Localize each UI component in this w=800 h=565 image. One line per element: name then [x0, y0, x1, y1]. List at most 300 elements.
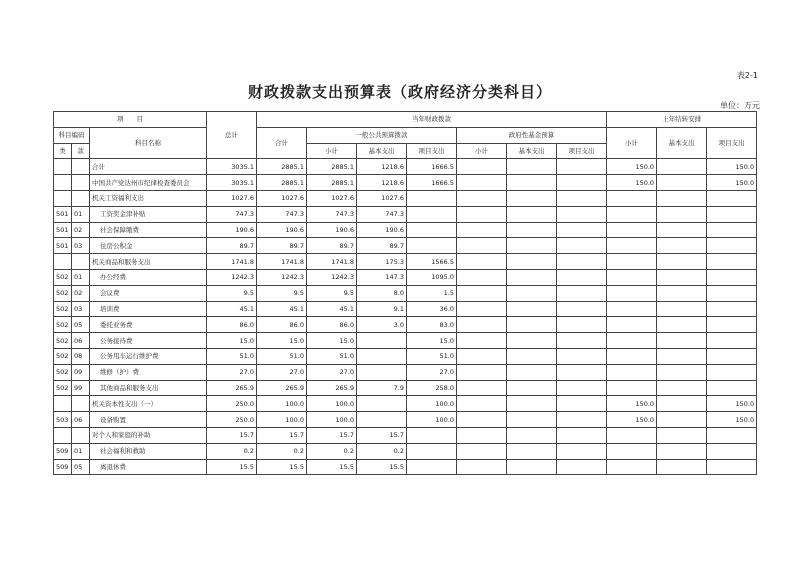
cell-f-basic — [507, 254, 557, 270]
cell-g-basic: 175.3 — [357, 254, 407, 270]
cell-f-sub — [457, 222, 507, 238]
cell-p-sub — [607, 317, 657, 333]
table-row — [54, 222, 757, 238]
cell-f-sub — [457, 427, 507, 443]
cell-lei — [54, 396, 72, 412]
cell-kuan: 06 — [72, 412, 90, 428]
table-row — [54, 190, 757, 206]
cell-g-sub: 1741.8 — [307, 254, 357, 270]
cell-g-proj: 15.0 — [407, 333, 457, 349]
cell-g-sub: 100.0 — [307, 396, 357, 412]
cell-name: 办公经费 — [90, 269, 207, 285]
cell-f-basic — [507, 301, 557, 317]
table-row — [54, 238, 757, 254]
cell-g-proj — [407, 443, 457, 459]
cell-total: 15.7 — [207, 427, 257, 443]
cell-g-basic: 1218.6 — [357, 175, 407, 191]
cell-f-sub — [457, 190, 507, 206]
cell-f-sub — [457, 317, 507, 333]
cell-p-proj — [707, 364, 757, 380]
cell-f-proj — [557, 254, 607, 270]
cell-lei — [54, 427, 72, 443]
cell-lei: 502 — [54, 301, 72, 317]
header-fund-sub: 小计 — [457, 143, 507, 159]
cell-f-sub — [457, 175, 507, 191]
cell-f-basic — [507, 317, 557, 333]
table-row — [54, 427, 757, 443]
cell-p-sub — [607, 285, 657, 301]
cell-kuan: 05 — [72, 459, 90, 475]
cell-p-sub — [607, 269, 657, 285]
cell-lei: 502 — [54, 285, 72, 301]
cell-name: 社会福利和救助 — [90, 443, 207, 459]
cell-lei — [54, 175, 72, 191]
cell-p-proj — [707, 222, 757, 238]
cell-f-sub — [457, 301, 507, 317]
cell-total: 747.3 — [207, 206, 257, 222]
cell-p-proj — [707, 206, 757, 222]
header-kuan: 款 — [72, 143, 90, 159]
cell-total: 3035.1 — [207, 175, 257, 191]
cell-g-sub: 86.0 — [307, 317, 357, 333]
cell-f-basic — [507, 269, 557, 285]
cell-f-sub — [457, 443, 507, 459]
cell-p-sub — [607, 333, 657, 349]
cell-g-basic: 8.0 — [357, 285, 407, 301]
cell-p-proj — [707, 254, 757, 270]
cell-lei: 502 — [54, 364, 72, 380]
cell-name: 培训费 — [90, 301, 207, 317]
table-row — [54, 317, 757, 333]
cell-heji: 2885.1 — [257, 159, 307, 175]
cell-total: 3035.1 — [207, 159, 257, 175]
budget-table — [53, 111, 757, 475]
cell-g-sub: 0.2 — [307, 443, 357, 459]
cell-kuan: 01 — [72, 206, 90, 222]
cell-g-basic — [357, 333, 407, 349]
cell-heji: 2885.1 — [257, 175, 307, 191]
cell-total: 9.5 — [207, 285, 257, 301]
cell-kuan — [72, 254, 90, 270]
cell-g-proj — [407, 222, 457, 238]
cell-p-basic — [657, 206, 707, 222]
header-item: 项 目 — [54, 112, 207, 128]
cell-p-proj — [707, 238, 757, 254]
cell-total: 0.2 — [207, 443, 257, 459]
table-body — [54, 159, 757, 475]
cell-p-proj: 150.0 — [707, 412, 757, 428]
cell-name: 机关资本性支出（一） — [90, 396, 207, 412]
cell-heji: 747.3 — [257, 206, 307, 222]
table-row — [54, 175, 757, 191]
cell-p-proj — [707, 333, 757, 349]
cell-heji: 1027.6 — [257, 190, 307, 206]
cell-p-proj: 150.0 — [707, 396, 757, 412]
cell-kuan — [72, 396, 90, 412]
cell-total: 86.0 — [207, 317, 257, 333]
table-code: 表2-1 — [736, 71, 758, 80]
cell-g-basic: 3.0 — [357, 317, 407, 333]
cell-g-proj: 1666.5 — [407, 159, 457, 175]
cell-lei: 501 — [54, 222, 72, 238]
cell-f-proj — [557, 459, 607, 475]
cell-g-proj: 1.5 — [407, 285, 457, 301]
header-current: 当年财政拨款 — [257, 112, 607, 128]
cell-name: 住房公积金 — [90, 238, 207, 254]
cell-total: 27.0 — [207, 364, 257, 380]
cell-f-basic — [507, 333, 557, 349]
cell-kuan: 09 — [72, 364, 90, 380]
cell-heji: 86.0 — [257, 317, 307, 333]
cell-kuan: 03 — [72, 301, 90, 317]
cell-g-proj: 258.0 — [407, 380, 457, 396]
cell-kuan: 06 — [72, 333, 90, 349]
cell-p-proj — [707, 380, 757, 396]
cell-f-proj — [557, 348, 607, 364]
cell-kuan: 01 — [72, 269, 90, 285]
cell-f-basic — [507, 459, 557, 475]
cell-heji: 0.2 — [257, 443, 307, 459]
cell-p-sub — [607, 443, 657, 459]
cell-g-proj — [407, 427, 457, 443]
cell-g-proj: 100.0 — [407, 412, 457, 428]
cell-lei: 502 — [54, 348, 72, 364]
cell-f-proj — [557, 269, 607, 285]
cell-p-basic — [657, 190, 707, 206]
cell-f-proj — [557, 396, 607, 412]
cell-p-basic — [657, 269, 707, 285]
cell-f-sub — [457, 412, 507, 428]
cell-f-basic — [507, 380, 557, 396]
cell-p-proj: 150.0 — [707, 175, 757, 191]
cell-heji: 9.5 — [257, 285, 307, 301]
cell-f-basic — [507, 348, 557, 364]
cell-total: 265.9 — [207, 380, 257, 396]
cell-p-sub: 150.0 — [607, 159, 657, 175]
cell-name: 机关工资福利支出 — [90, 190, 207, 206]
cell-heji: 45.1 — [257, 301, 307, 317]
cell-kuan: 02 — [72, 285, 90, 301]
cell-g-proj: 1566.5 — [407, 254, 457, 270]
cell-f-sub — [457, 159, 507, 175]
cell-lei: 501 — [54, 238, 72, 254]
cell-f-sub — [457, 254, 507, 270]
cell-g-basic — [357, 412, 407, 428]
cell-f-sub — [457, 238, 507, 254]
cell-f-proj — [557, 443, 607, 459]
table-row — [54, 348, 757, 364]
cell-f-basic — [507, 396, 557, 412]
cell-lei — [54, 254, 72, 270]
cell-f-basic — [507, 159, 557, 175]
cell-g-sub: 1242.3 — [307, 269, 357, 285]
cell-kuan — [72, 427, 90, 443]
cell-total: 15.5 — [207, 459, 257, 475]
header-prior-sub: 小计 — [607, 127, 657, 159]
cell-f-sub — [457, 206, 507, 222]
cell-g-sub: 2885.1 — [307, 159, 357, 175]
cell-g-proj: 51.0 — [407, 348, 457, 364]
cell-f-proj — [557, 412, 607, 428]
cell-g-basic — [357, 396, 407, 412]
cell-f-sub — [457, 396, 507, 412]
header-fund: 政府性基金预算 — [457, 127, 607, 143]
cell-g-sub: 100.0 — [307, 412, 357, 428]
cell-p-basic — [657, 396, 707, 412]
cell-g-basic: 89.7 — [357, 238, 407, 254]
cell-heji: 1741.8 — [257, 254, 307, 270]
cell-f-sub — [457, 364, 507, 380]
cell-kuan — [72, 175, 90, 191]
cell-name: 对个人和家庭的补助 — [90, 427, 207, 443]
cell-g-proj: 1666.5 — [407, 175, 457, 191]
header-heji: 合计 — [257, 127, 307, 159]
cell-total: 250.0 — [207, 396, 257, 412]
cell-f-proj — [557, 317, 607, 333]
cell-name: 公务接待费 — [90, 333, 207, 349]
cell-f-proj — [557, 364, 607, 380]
cell-lei: 502 — [54, 380, 72, 396]
cell-lei: 509 — [54, 459, 72, 475]
cell-g-proj — [407, 238, 457, 254]
cell-g-basic: 147.3 — [357, 269, 407, 285]
cell-f-proj — [557, 238, 607, 254]
cell-kuan — [72, 159, 90, 175]
cell-lei: 503 — [54, 412, 72, 428]
cell-heji: 15.5 — [257, 459, 307, 475]
cell-lei: 502 — [54, 333, 72, 349]
table-row — [54, 443, 757, 459]
cell-f-sub — [457, 348, 507, 364]
cell-g-sub: 747.3 — [307, 206, 357, 222]
cell-g-sub: 1027.6 — [307, 190, 357, 206]
cell-f-basic — [507, 364, 557, 380]
cell-p-basic — [657, 222, 707, 238]
cell-g-basic: 15.7 — [357, 427, 407, 443]
cell-total: 89.7 — [207, 238, 257, 254]
cell-f-basic — [507, 238, 557, 254]
cell-p-sub — [607, 348, 657, 364]
cell-f-sub — [457, 459, 507, 475]
cell-lei — [54, 159, 72, 175]
cell-g-basic: 15.5 — [357, 459, 407, 475]
cell-heji: 100.0 — [257, 396, 307, 412]
cell-f-proj — [557, 301, 607, 317]
cell-p-proj: 150.0 — [707, 159, 757, 175]
header-prior-proj: 项目支出 — [707, 127, 757, 159]
cell-p-sub — [607, 190, 657, 206]
cell-f-basic — [507, 222, 557, 238]
cell-g-proj: 1095.0 — [407, 269, 457, 285]
table-row — [54, 159, 757, 175]
cell-g-basic: 190.6 — [357, 222, 407, 238]
header-prior: 上年结转安排 — [607, 112, 757, 128]
table-row — [54, 333, 757, 349]
cell-g-sub: 15.0 — [307, 333, 357, 349]
cell-g-sub: 27.0 — [307, 364, 357, 380]
header-general-proj: 项目支出 — [407, 143, 457, 159]
cell-name: 合计 — [90, 159, 207, 175]
cell-heji: 15.7 — [257, 427, 307, 443]
cell-heji: 265.9 — [257, 380, 307, 396]
header-fund-proj: 项目支出 — [557, 143, 607, 159]
cell-f-basic — [507, 443, 557, 459]
cell-name: 机关商品和服务支出 — [90, 254, 207, 270]
cell-f-proj — [557, 380, 607, 396]
header-prior-basic: 基本支出 — [657, 127, 707, 159]
cell-p-sub — [607, 427, 657, 443]
cell-heji: 100.0 — [257, 412, 307, 428]
cell-g-basic: 7.9 — [357, 380, 407, 396]
cell-p-basic — [657, 380, 707, 396]
cell-g-basic: 0.2 — [357, 443, 407, 459]
header-subject-name: 科目名称 — [90, 127, 207, 159]
cell-p-sub: 150.0 — [607, 396, 657, 412]
cell-total: 250.0 — [207, 412, 257, 428]
cell-p-proj — [707, 317, 757, 333]
cell-kuan: 99 — [72, 380, 90, 396]
cell-g-proj: 100.0 — [407, 396, 457, 412]
cell-p-sub — [607, 364, 657, 380]
cell-f-proj — [557, 175, 607, 191]
page-title: 财政拨款支出预算表（政府经济分类科目） — [247, 83, 552, 101]
cell-f-proj — [557, 222, 607, 238]
cell-p-basic — [657, 412, 707, 428]
cell-heji: 15.0 — [257, 333, 307, 349]
cell-g-basic — [357, 364, 407, 380]
cell-g-proj — [407, 206, 457, 222]
table-row — [54, 459, 757, 475]
cell-p-sub — [607, 254, 657, 270]
cell-p-basic — [657, 175, 707, 191]
cell-g-sub: 51.0 — [307, 348, 357, 364]
cell-f-basic — [507, 175, 557, 191]
cell-f-proj — [557, 285, 607, 301]
table-row — [54, 301, 757, 317]
header-general: 一般公共预算拨款 — [307, 127, 457, 143]
header-lei: 类 — [54, 143, 72, 159]
cell-f-basic — [507, 190, 557, 206]
header-total: 总计 — [207, 112, 257, 159]
cell-total: 15.0 — [207, 333, 257, 349]
cell-lei: 501 — [54, 206, 72, 222]
cell-p-sub — [607, 459, 657, 475]
cell-p-basic — [657, 443, 707, 459]
cell-p-sub — [607, 301, 657, 317]
cell-p-proj — [707, 269, 757, 285]
cell-g-sub: 89.7 — [307, 238, 357, 254]
cell-p-proj — [707, 348, 757, 364]
cell-kuan: 03 — [72, 238, 90, 254]
cell-g-basic: 747.3 — [357, 206, 407, 222]
cell-name: 会议费 — [90, 285, 207, 301]
cell-g-proj: 27.0 — [407, 364, 457, 380]
cell-name: 委托业务费 — [90, 317, 207, 333]
cell-p-basic — [657, 427, 707, 443]
cell-total: 1027.6 — [207, 190, 257, 206]
table-row — [54, 206, 757, 222]
cell-g-sub: 265.9 — [307, 380, 357, 396]
cell-heji: 1242.3 — [257, 269, 307, 285]
cell-p-proj — [707, 443, 757, 459]
cell-total: 190.6 — [207, 222, 257, 238]
table-row — [54, 380, 757, 396]
cell-p-sub — [607, 238, 657, 254]
cell-name: 工资奖金津补贴 — [90, 206, 207, 222]
cell-heji: 190.6 — [257, 222, 307, 238]
cell-g-sub: 15.5 — [307, 459, 357, 475]
cell-g-basic — [357, 348, 407, 364]
table-row — [54, 364, 757, 380]
cell-f-sub — [457, 380, 507, 396]
cell-p-basic — [657, 238, 707, 254]
table-row — [54, 285, 757, 301]
cell-name: 其他商品和服务支出 — [90, 380, 207, 396]
header-general-sub: 小计 — [307, 143, 357, 159]
cell-p-basic — [657, 159, 707, 175]
cell-g-basic: 9.1 — [357, 301, 407, 317]
table-row — [54, 269, 757, 285]
cell-g-basic: 1218.6 — [357, 159, 407, 175]
cell-name: 设备购置 — [90, 412, 207, 428]
cell-f-basic — [507, 285, 557, 301]
cell-g-basic: 1027.6 — [357, 190, 407, 206]
cell-p-basic — [657, 301, 707, 317]
cell-p-basic — [657, 285, 707, 301]
cell-f-basic — [507, 206, 557, 222]
cell-p-sub: 150.0 — [607, 412, 657, 428]
cell-g-sub: 2885.1 — [307, 175, 357, 191]
header-general-basic: 基本支出 — [357, 143, 407, 159]
cell-p-proj — [707, 427, 757, 443]
cell-f-sub — [457, 285, 507, 301]
cell-heji: 89.7 — [257, 238, 307, 254]
cell-g-proj — [407, 459, 457, 475]
cell-name: 维修（护）费 — [90, 364, 207, 380]
cell-p-basic — [657, 364, 707, 380]
cell-g-proj: 83.0 — [407, 317, 457, 333]
cell-g-proj: 36.0 — [407, 301, 457, 317]
cell-heji: 27.0 — [257, 364, 307, 380]
cell-p-proj — [707, 190, 757, 206]
cell-p-basic — [657, 317, 707, 333]
cell-total: 1242.3 — [207, 269, 257, 285]
unit-label: 单位：万元 — [720, 101, 760, 110]
cell-p-sub — [607, 380, 657, 396]
cell-heji: 51.0 — [257, 348, 307, 364]
cell-f-basic — [507, 412, 557, 428]
cell-p-sub: 150.0 — [607, 175, 657, 191]
cell-p-proj — [707, 459, 757, 475]
cell-lei: 509 — [54, 443, 72, 459]
cell-kuan: 01 — [72, 443, 90, 459]
cell-f-proj — [557, 333, 607, 349]
cell-name: 社会保障缴费 — [90, 222, 207, 238]
cell-kuan — [72, 190, 90, 206]
cell-p-basic — [657, 348, 707, 364]
cell-g-proj — [407, 190, 457, 206]
cell-g-sub: 15.7 — [307, 427, 357, 443]
cell-lei: 502 — [54, 317, 72, 333]
cell-f-proj — [557, 190, 607, 206]
table-row — [54, 396, 757, 412]
cell-name: 离退休费 — [90, 459, 207, 475]
cell-f-proj — [557, 159, 607, 175]
cell-name: 公务用车运行维护费 — [90, 348, 207, 364]
cell-f-basic — [507, 427, 557, 443]
cell-lei: 502 — [54, 269, 72, 285]
cell-p-basic — [657, 254, 707, 270]
